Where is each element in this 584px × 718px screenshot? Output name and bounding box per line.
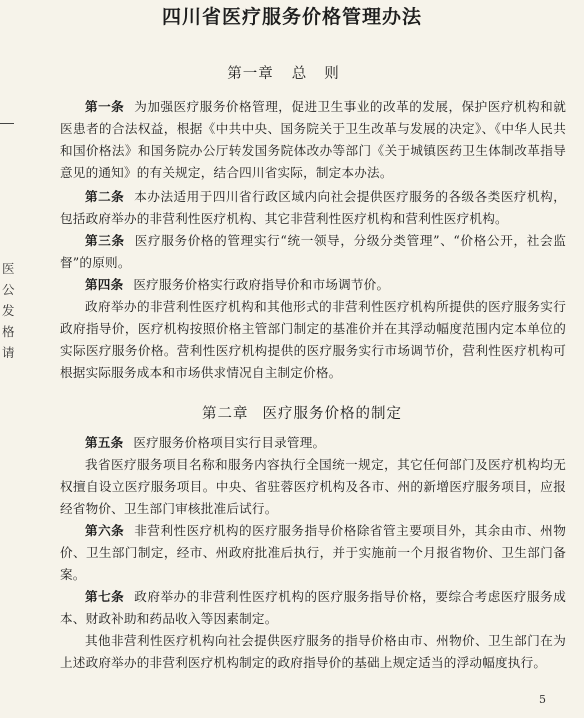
paragraph-article-5 bbox=[60, 432, 566, 454]
paragraph-article-1 bbox=[60, 96, 566, 184]
article-text: 政府举办的非营利性医疗机构和其他形式的非营利性医疗机构所提供的医疗服务实行政府指导价，医疗机构按照价格主管部门制定的基准价并在其浮动幅度范围内定本单位的实际医疗服务价格。营利性医疗机构提供的医疗服务实行市场调节价，营利性医疗机构可根据实际服务成本和市场供求情况自主制定价格。 bbox=[60, 299, 566, 380]
paragraph-article-7-detail bbox=[60, 630, 566, 674]
article-label: 第七条 bbox=[85, 589, 125, 604]
article-text: 我省医疗服务项目名称和服务内容执行全国统一规定，其它任何部门及医疗机构均无权擅自设立医疗服务项目。中央、省驻蓉医疗机构及各市、州的新增医疗服务项目，应报经省物价、卫生部门审核批准后试行。 bbox=[60, 457, 566, 516]
paragraph-article-6 bbox=[60, 520, 566, 586]
paragraph-article-4 bbox=[60, 274, 566, 296]
article-text: 医疗服务价格实行政府指导价和市场调节价。 bbox=[133, 277, 390, 292]
chapter-1-title: 总则 bbox=[291, 66, 357, 82]
article-text: 本办法适用于四川省行政区域内向社会提供医疗服务的各级各类医疗机构，包括政府举办的非营利性医疗机构、其它非营利性医疗机构和营利性医疗机构。 bbox=[60, 189, 566, 226]
paragraph-article-5-detail bbox=[60, 454, 566, 520]
article-label: 第二条 bbox=[85, 189, 125, 204]
article-text: 为加强医疗服务价格管理，促进卫生事业的改革的发展，保护医疗机构和就医患者的合法权益，根据《中共中央、国务院关于卫生改革与发展的决定》、《中华人民共和国价格法》和国务院办公厅转发国务院体改办等部门《关于城镇医药卫生体制改革指导意见的通知》的有关规定，结合四川省实际，制定本办法。 bbox=[60, 99, 566, 180]
left-margin-characters bbox=[2, 258, 16, 363]
article-text: 医疗服务价格项目实行目录管理。 bbox=[133, 435, 326, 450]
article-label: 第三条 bbox=[85, 233, 125, 248]
paragraph-article-4-detail bbox=[60, 296, 566, 384]
article-text: 政府举办的非营利性医疗机构的医疗服务指导价格，要综合考虑医疗服务成本、财政补助和药品收入等因素制定。 bbox=[60, 589, 566, 626]
margin-char: 发 bbox=[2, 303, 15, 318]
margin-char: 公 bbox=[2, 282, 15, 297]
article-text: 其他非营利性医疗机构向社会提供医疗服务的指导价格由市、州物价、卫生部门在为上述政府举办的非营利医疗机构制定的政府指导价的基础上规定适当的浮动幅度执行。 bbox=[60, 633, 566, 670]
article-text: 医疗服务价格的管理实行“统一领导，分级分类管理”、“价格公开，社会监督”的原则。 bbox=[60, 233, 566, 270]
chapter-2-heading bbox=[20, 402, 584, 423]
chapter-2-title: 医疗服务价格的制定 bbox=[262, 406, 402, 422]
paragraph-article-2 bbox=[60, 186, 566, 230]
paragraph-article-7 bbox=[60, 586, 566, 630]
article-label: 第六条 bbox=[85, 523, 125, 538]
margin-rule bbox=[0, 123, 14, 124]
chapter-1-label: 第一章 bbox=[227, 66, 274, 82]
chapter-1-heading bbox=[0, 62, 584, 83]
margin-char: 医 bbox=[2, 261, 15, 276]
article-label: 第五条 bbox=[85, 435, 124, 450]
margin-char: 请 bbox=[2, 345, 15, 360]
chapter-2-label: 第二章 bbox=[202, 406, 249, 422]
article-text: 非营利性医疗机构的医疗服务指导价格除省管主要项目外，其余由市、州物价、卫生部门制定，经市、州政府批准后执行，并于实施前一个月报省物价、卫生部门备案。 bbox=[60, 523, 566, 582]
article-label: 第四条 bbox=[85, 277, 124, 292]
page-title: 四川省医疗服务价格管理办法 bbox=[161, 6, 422, 28]
margin-char: 格 bbox=[2, 324, 15, 339]
paragraph-article-3 bbox=[60, 230, 566, 274]
article-label: 第一条 bbox=[85, 99, 125, 114]
page-number: 5 bbox=[539, 693, 546, 706]
